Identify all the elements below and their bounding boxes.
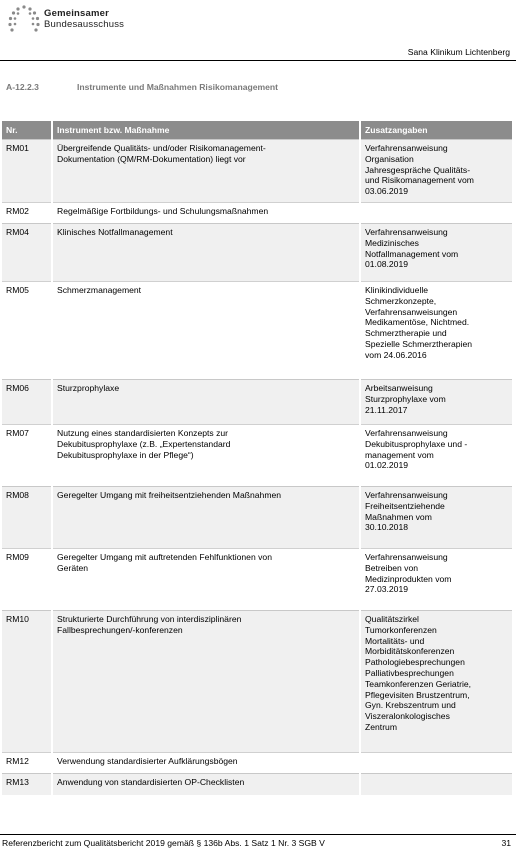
column-header-instrument: Instrument bzw. Maßnahme bbox=[52, 121, 360, 140]
section-number: A-12.2.3 bbox=[6, 82, 39, 92]
row-instrument: Geregelter Umgang mit auftretenden Fehlfunktionen von Geräten bbox=[52, 549, 360, 611]
row-instrument: Verwendung standardisierter Aufklärungsbögen bbox=[52, 753, 360, 774]
row-instrument: Geregelter Umgang mit freiheitsentziehenden Maßnahmen bbox=[52, 487, 360, 549]
row-nr: RM01 bbox=[2, 140, 52, 203]
row-details: Klinikindividuelle Schmerzkonzepte, Verfahrensanweisungen Medikamentöse, Nichtmed. Schmerztherapie und Spezielle Schmerztherapien vom 24.06.2016 bbox=[360, 282, 512, 380]
row-nr: RM07 bbox=[2, 425, 52, 487]
row-instrument: Anwendung von standardisierten OP-Checklisten bbox=[52, 774, 360, 795]
footer-citation: Referenzbericht zum Qualitätsbericht 2019 gemäß § 136b Abs. 1 Satz 1 Nr. 3 SGB V bbox=[2, 838, 325, 848]
table-row bbox=[2, 753, 512, 774]
gba-logo-mark-icon bbox=[6, 4, 42, 34]
table-row bbox=[2, 487, 512, 549]
row-nr: RM09 bbox=[2, 549, 52, 611]
footer-divider bbox=[0, 834, 516, 835]
table-row bbox=[2, 611, 512, 753]
row-details: Qualitätszirkel Tumorkonferenzen Mortalitäts- und Morbiditätskonferenzen Pathologiebesprechungen Palliativbesprechungen Teamkonferenzen Geriatrie, Pflegevisiten Brustzentrum, Gyn. Krebszentrum und Viszeralonkologisches Zentrum bbox=[360, 611, 512, 753]
row-nr: RM02 bbox=[2, 203, 52, 224]
row-details: Verfahrensanweisung Betreiben von Medizinprodukten vom 27.03.2019 bbox=[360, 549, 512, 611]
logo-line-1: Gemeinsamer bbox=[44, 8, 110, 19]
table-row bbox=[2, 140, 512, 203]
logo-wordmark bbox=[44, 8, 124, 30]
row-instrument: Schmerzmanagement bbox=[52, 282, 360, 380]
row-nr: RM10 bbox=[2, 611, 52, 753]
row-nr: RM13 bbox=[2, 774, 52, 795]
row-instrument: Klinisches Notfallmanagement bbox=[52, 224, 360, 282]
gba-logo bbox=[6, 4, 42, 39]
row-details: Arbeitsanweisung Sturzprophylaxe vom 21.11.2017 bbox=[360, 380, 512, 425]
row-instrument: Strukturierte Durchführung von interdisziplinären Fallbesprechungen/-konferenzen bbox=[52, 611, 360, 753]
row-instrument: Sturzprophylaxe bbox=[52, 380, 360, 425]
row-details: Verfahrensanweisung Organisation Jahresgespräche Qualitäts- und Risikomanagement vom 03.06.2019 bbox=[360, 140, 512, 203]
column-header-details: Zusatzangaben bbox=[360, 121, 512, 140]
hospital-name: Sana Klinikum Lichtenberg bbox=[407, 47, 510, 57]
row-nr: RM04 bbox=[2, 224, 52, 282]
logo-line-2: Bundesausschuss bbox=[44, 19, 125, 30]
table-row bbox=[2, 549, 512, 611]
row-nr: RM05 bbox=[2, 282, 52, 380]
row-details bbox=[360, 203, 512, 224]
header-divider bbox=[0, 60, 516, 61]
table-header-row bbox=[2, 121, 512, 140]
table-row bbox=[2, 224, 512, 282]
row-instrument: Übergreifende Qualitäts- und/oder Risikomanagement- Dokumentation (QM/RM-Dokumentation) liegt vor bbox=[52, 140, 360, 203]
table-row bbox=[2, 774, 512, 795]
row-instrument: Regelmäßige Fortbildungs- und Schulungsmaßnahmen bbox=[52, 203, 360, 224]
table-row bbox=[2, 282, 512, 380]
row-instrument: Nutzung eines standardisierten Konzepts zur Dekubitusprophylaxe (z.B. „Expertenstandard Dekubitusprophylaxe in der Pflege“) bbox=[52, 425, 360, 487]
row-details bbox=[360, 753, 512, 774]
table-row bbox=[2, 425, 512, 487]
page-number: 31 bbox=[501, 838, 511, 848]
risk-management-table bbox=[2, 121, 512, 795]
column-header-nr: Nr. bbox=[2, 121, 52, 140]
row-details: Verfahrensanweisung Dekubitusprophylaxe und - management vom 01.02.2019 bbox=[360, 425, 512, 487]
row-details bbox=[360, 774, 512, 795]
row-details: Verfahrensanweisung Freiheitsentziehende Maßnahmen vom 30.10.2018 bbox=[360, 487, 512, 549]
row-nr: RM08 bbox=[2, 487, 52, 549]
row-nr: RM06 bbox=[2, 380, 52, 425]
row-nr: RM12 bbox=[2, 753, 52, 774]
table-row bbox=[2, 380, 512, 425]
row-details: Verfahrensanweisung Medizinisches Notfallmanagement vom 01.08.2019 bbox=[360, 224, 512, 282]
section-title: Instrumente und Maßnahmen Risikomanagement bbox=[77, 82, 279, 92]
table-row bbox=[2, 203, 512, 224]
